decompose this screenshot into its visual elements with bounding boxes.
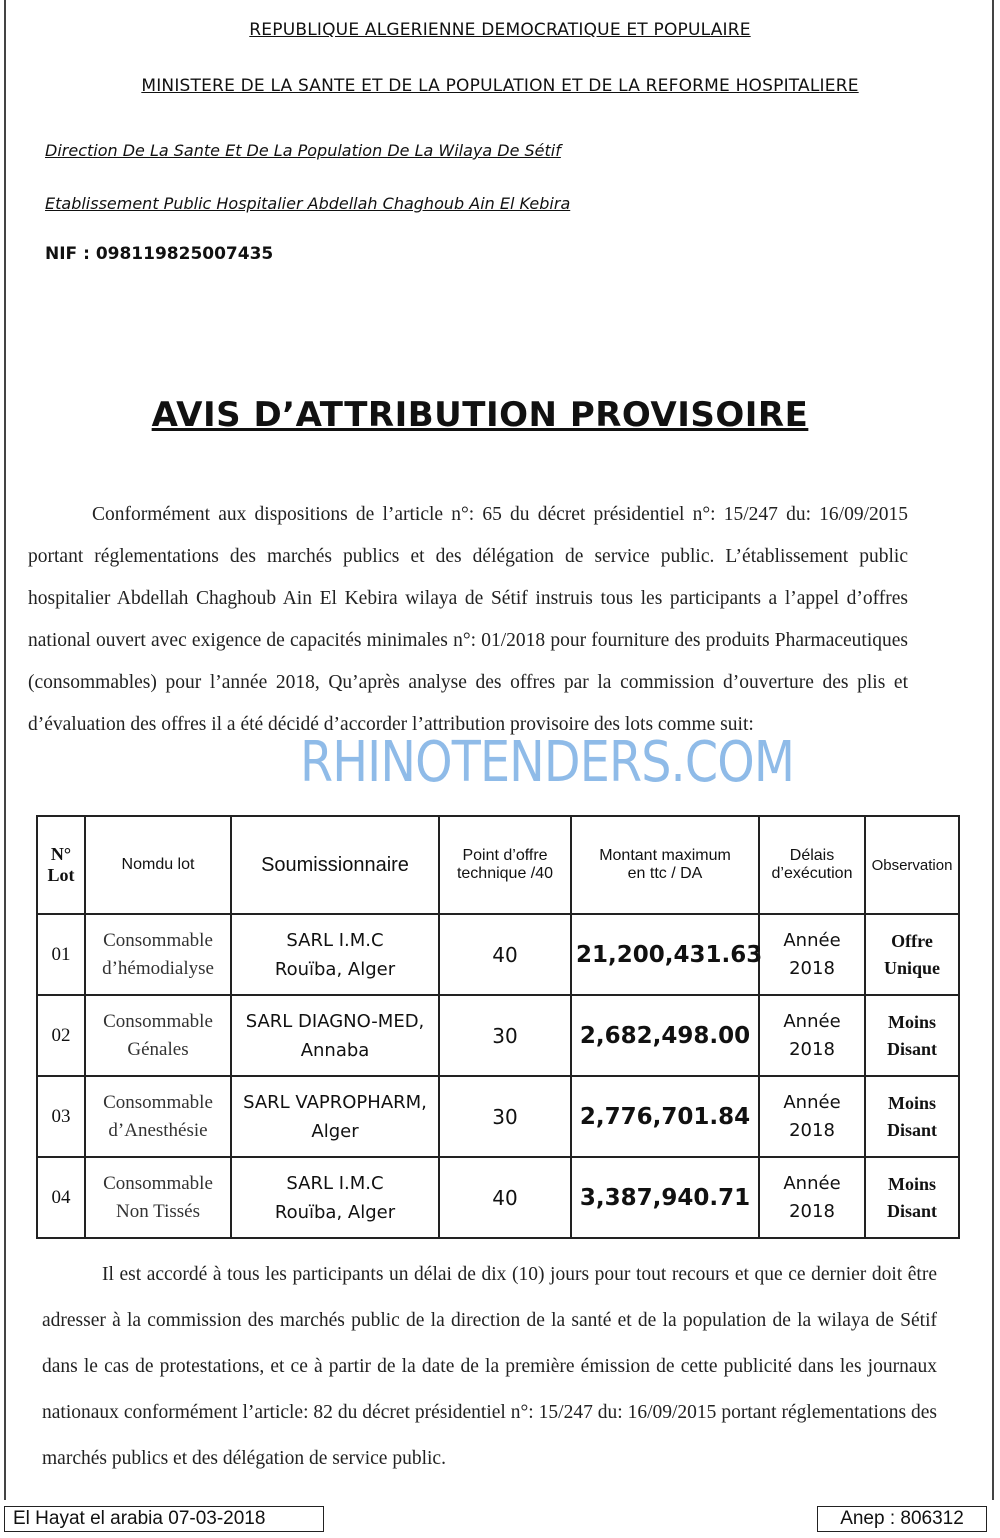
technical-points: 40 xyxy=(439,914,571,995)
execution-delay: Année 2018 xyxy=(759,914,865,995)
bidder: SARL I.M.C Rouïba, Alger xyxy=(231,914,439,995)
header-bidder: Soumissionnaire xyxy=(231,816,439,914)
header-amount: Montant maximum en ttc / DA xyxy=(571,816,759,914)
nif-value: 098119825007435 xyxy=(95,244,274,264)
table-row xyxy=(37,995,959,1076)
observation: Offre Unique xyxy=(865,914,959,995)
newspaper-reference: El Hayat el arabia 07-03-2018 xyxy=(4,1506,324,1532)
lot-name: Consommable d’hémodialyse xyxy=(85,914,231,995)
technical-points: 40 xyxy=(439,1157,571,1238)
max-amount: 3,387,940.71 xyxy=(571,1157,759,1238)
intro-paragraph: Conformément aux dispositions de l’article n°: 65 du décret présidentiel n°: 15/247 du: 16/09/2015 portant réglementations des marchés publics et des délégation de service public. L’établissement public hospitalier Abdellah Chaghoub Ain El Kebira wilaya de Sétif instruis tous les participants a l’appel d’offres national ouvert avec exigence de capacités minimales n°: 01/2018 pour fourniture des produits Pharmaceutiques (consommables) pour l’année 2018, Qu’après analyse des offres par la commission d’ouverture des plis et d’évaluation des offres il a été décidé d’accorder l’attribution provisoire des lots comme suit: xyxy=(28,504,908,735)
table-header-row xyxy=(37,816,959,914)
anep-reference: Anep : 806312 xyxy=(817,1506,987,1532)
max-amount: 2,682,498.00 xyxy=(571,995,759,1076)
max-amount: 21,200,431.63 xyxy=(571,914,759,995)
attribution-table xyxy=(36,815,960,1239)
technical-points: 30 xyxy=(439,1076,571,1157)
ministry-header: MINISTERE DE LA SANTE ET DE LA POPULATION ET DE LA REFORME HOSPITALIERE xyxy=(141,76,859,96)
execution-delay: Année 2018 xyxy=(759,995,865,1076)
header-lot: N° Lot xyxy=(37,816,85,914)
lot-number: 02 xyxy=(37,995,85,1076)
table-row xyxy=(37,1076,959,1157)
lot-number: 03 xyxy=(37,1076,85,1157)
republic-header: REPUBLIQUE ALGERIENNE DEMOCRATIQUE ET POPULAIRE xyxy=(249,20,751,40)
lot-name: Consommable Non Tissés xyxy=(85,1157,231,1238)
lot-name: Consommable d’Anesthésie xyxy=(85,1076,231,1157)
max-amount: 2,776,701.84 xyxy=(571,1076,759,1157)
nif-label: NIF : xyxy=(45,244,90,264)
closing-paragraph: Il est accordé à tous les participants un délai de dix (10) jours pour tout recours et que ce dernier doit être adresser à la commission des marchés public de la direction de la santé et de la population de la wilaya de Sétif dans le cas de protestations, et ce à partir de la date de la première émission de cette publicité dans les journaux nationaux conformément l’article: 82 du décret présidentiel n°: 15/247 du: 16/09/2015 portant réglementations des marchés publics et des délégation de service public. xyxy=(42,1264,937,1469)
header-observation: Observation xyxy=(865,816,959,914)
bidder: SARL I.M.C Rouïba, Alger xyxy=(231,1157,439,1238)
bidder: SARL DIAGNO-MED, Annaba xyxy=(231,995,439,1076)
watermark: RHINOTENDERS.COM xyxy=(300,730,795,795)
observation: Moins Disant xyxy=(865,1076,959,1157)
execution-delay: Année 2018 xyxy=(759,1157,865,1238)
technical-points: 30 xyxy=(439,995,571,1076)
header-points: Point d’offre technique /40 xyxy=(439,816,571,914)
lot-number: 01 xyxy=(37,914,85,995)
execution-delay: Année 2018 xyxy=(759,1076,865,1157)
direction-line: Direction De La Sante Et De La Population De La Wilaya De Sétif xyxy=(45,141,561,160)
bidder: SARL VAPROPHARM, Alger xyxy=(231,1076,439,1157)
notice-title: AVIS D’ATTRIBUTION PROVISOIRE xyxy=(151,395,809,435)
lot-number: 04 xyxy=(37,1157,85,1238)
observation: Moins Disant xyxy=(865,1157,959,1238)
table-row xyxy=(37,1157,959,1238)
header-name: Nomdu lot xyxy=(85,816,231,914)
establishment-line: Etablissement Public Hospitalier Abdellah Chaghoub Ain El Kebira xyxy=(45,194,571,213)
header-delay: Délais d’exécution xyxy=(759,816,865,914)
observation: Moins Disant xyxy=(865,995,959,1076)
nif-line xyxy=(45,244,273,264)
table-row xyxy=(37,914,959,995)
lot-name: Consommable Génales xyxy=(85,995,231,1076)
